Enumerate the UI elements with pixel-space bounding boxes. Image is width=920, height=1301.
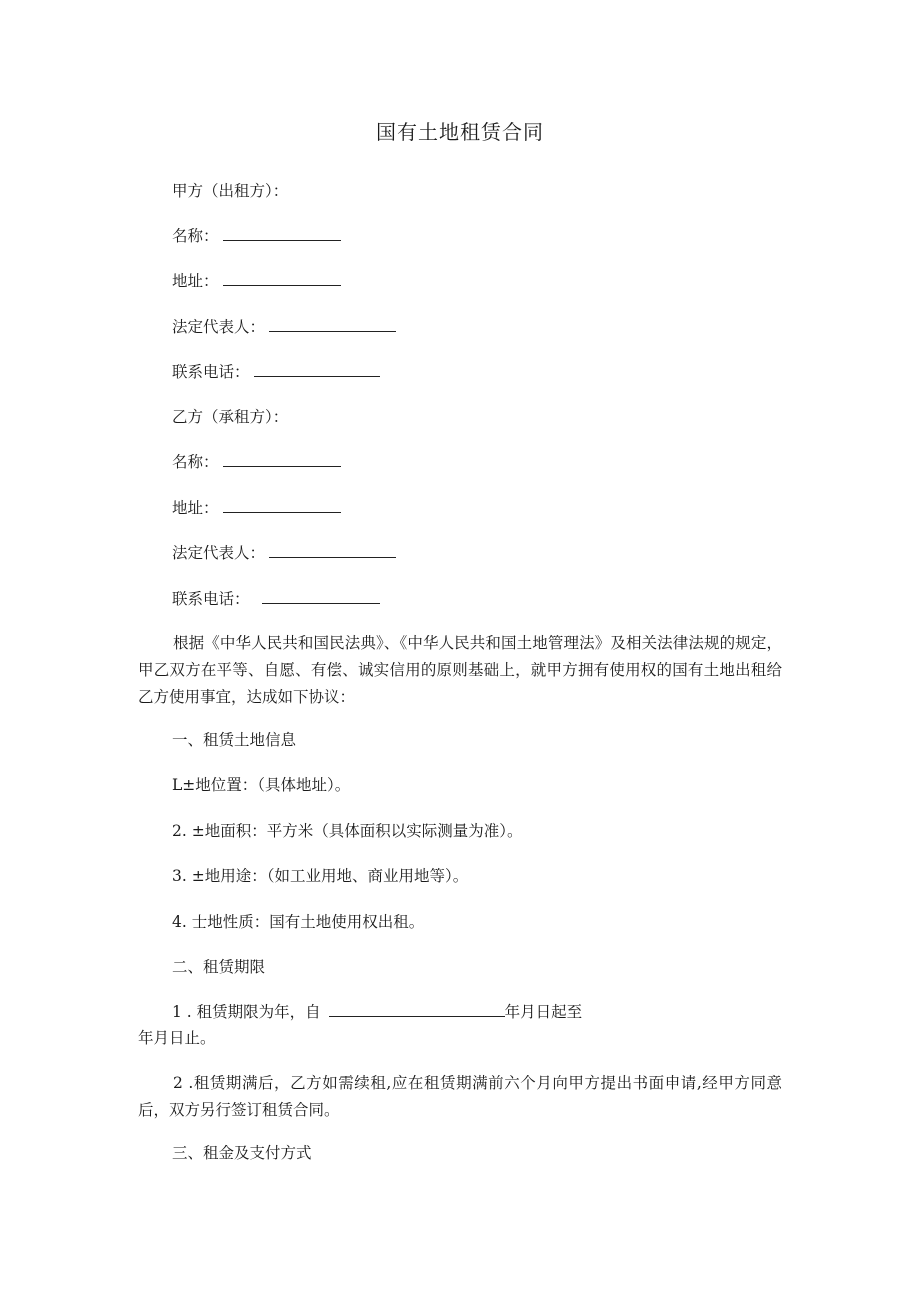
party-a-rep-label: 法定代表人： <box>172 318 266 336</box>
party-a-name-field[interactable] <box>223 226 341 241</box>
party-b-rep-field[interactable] <box>269 543 396 558</box>
party-a-phone-row <box>172 362 380 382</box>
party-b-phone-field[interactable] <box>262 589 380 604</box>
term-text-suffix: 年月日起至 <box>504 1003 583 1021</box>
document-title: 国有土地租赁合同 <box>376 120 544 144</box>
section-2-heading: 二、租赁期限 <box>172 958 266 976</box>
section-2-item-1-continued: 年月日止。 <box>138 1029 216 1047</box>
section-3-heading: 三、租金及支付方式 <box>172 1144 312 1162</box>
party-a-rep-row <box>172 317 396 337</box>
party-a-address-label: 地址： <box>172 272 219 290</box>
party-b-heading: 乙方（承租方）： <box>172 408 289 426</box>
party-a-name-row <box>172 226 341 246</box>
party-a-address-field[interactable] <box>223 271 341 286</box>
section-2-item-1 <box>172 1002 582 1022</box>
party-a-heading: 甲方（出租方）： <box>172 182 289 200</box>
term-start-field[interactable] <box>329 1002 505 1017</box>
section-1-item-3: 3. ±地用途：（如工业用地、商业用地等）。 <box>172 867 469 885</box>
party-b-name-row <box>172 452 341 472</box>
party-a-phone-label: 联系电话： <box>172 363 250 381</box>
section-1-item-2: 2. ±地面积：平方米（具体面积以实际测量为准）。 <box>172 822 523 840</box>
preamble-paragraph: 根据《中华人民共和国民法典》、《中华人民共和国土地管理法》及相关法律法规的规定，甲乙双方在平等、自愿、有偿、诚实信用的原则基础上，就甲方拥有使用权的国有土地出租给乙方使用事宜，达成如下协议： <box>138 634 782 706</box>
section-1-item-1: L±地位置：（具体地址）。 <box>172 776 351 794</box>
party-a-phone-field[interactable] <box>254 362 380 377</box>
party-b-phone-row <box>172 589 380 609</box>
party-a-address-row <box>172 271 341 291</box>
party-b-rep-label: 法定代表人： <box>172 544 266 562</box>
party-b-name-field[interactable] <box>223 452 341 467</box>
party-b-address-field[interactable] <box>223 498 341 513</box>
party-b-phone-label: 联系电话： <box>172 590 250 608</box>
term-text-prefix: 1 . 租赁期限为年，自 <box>172 1003 321 1021</box>
party-b-rep-row <box>172 543 396 563</box>
section-1-heading: 一、租赁土地信息 <box>172 731 297 749</box>
section-2-item-2: 2 .租赁期满后，乙方如需续租,应在租赁期满前六个月向甲方提出书面申请,经甲方同意后，双方另行签订租赁合同。 <box>138 1074 782 1119</box>
party-b-address-label: 地址： <box>172 499 219 517</box>
party-b-address-row <box>172 498 341 518</box>
party-a-rep-field[interactable] <box>269 317 396 332</box>
section-1-item-4: 4. 士地性质：国有土地使用权出租。 <box>172 913 425 931</box>
party-a-name-label: 名称： <box>172 227 219 245</box>
party-b-name-label: 名称： <box>172 453 219 471</box>
